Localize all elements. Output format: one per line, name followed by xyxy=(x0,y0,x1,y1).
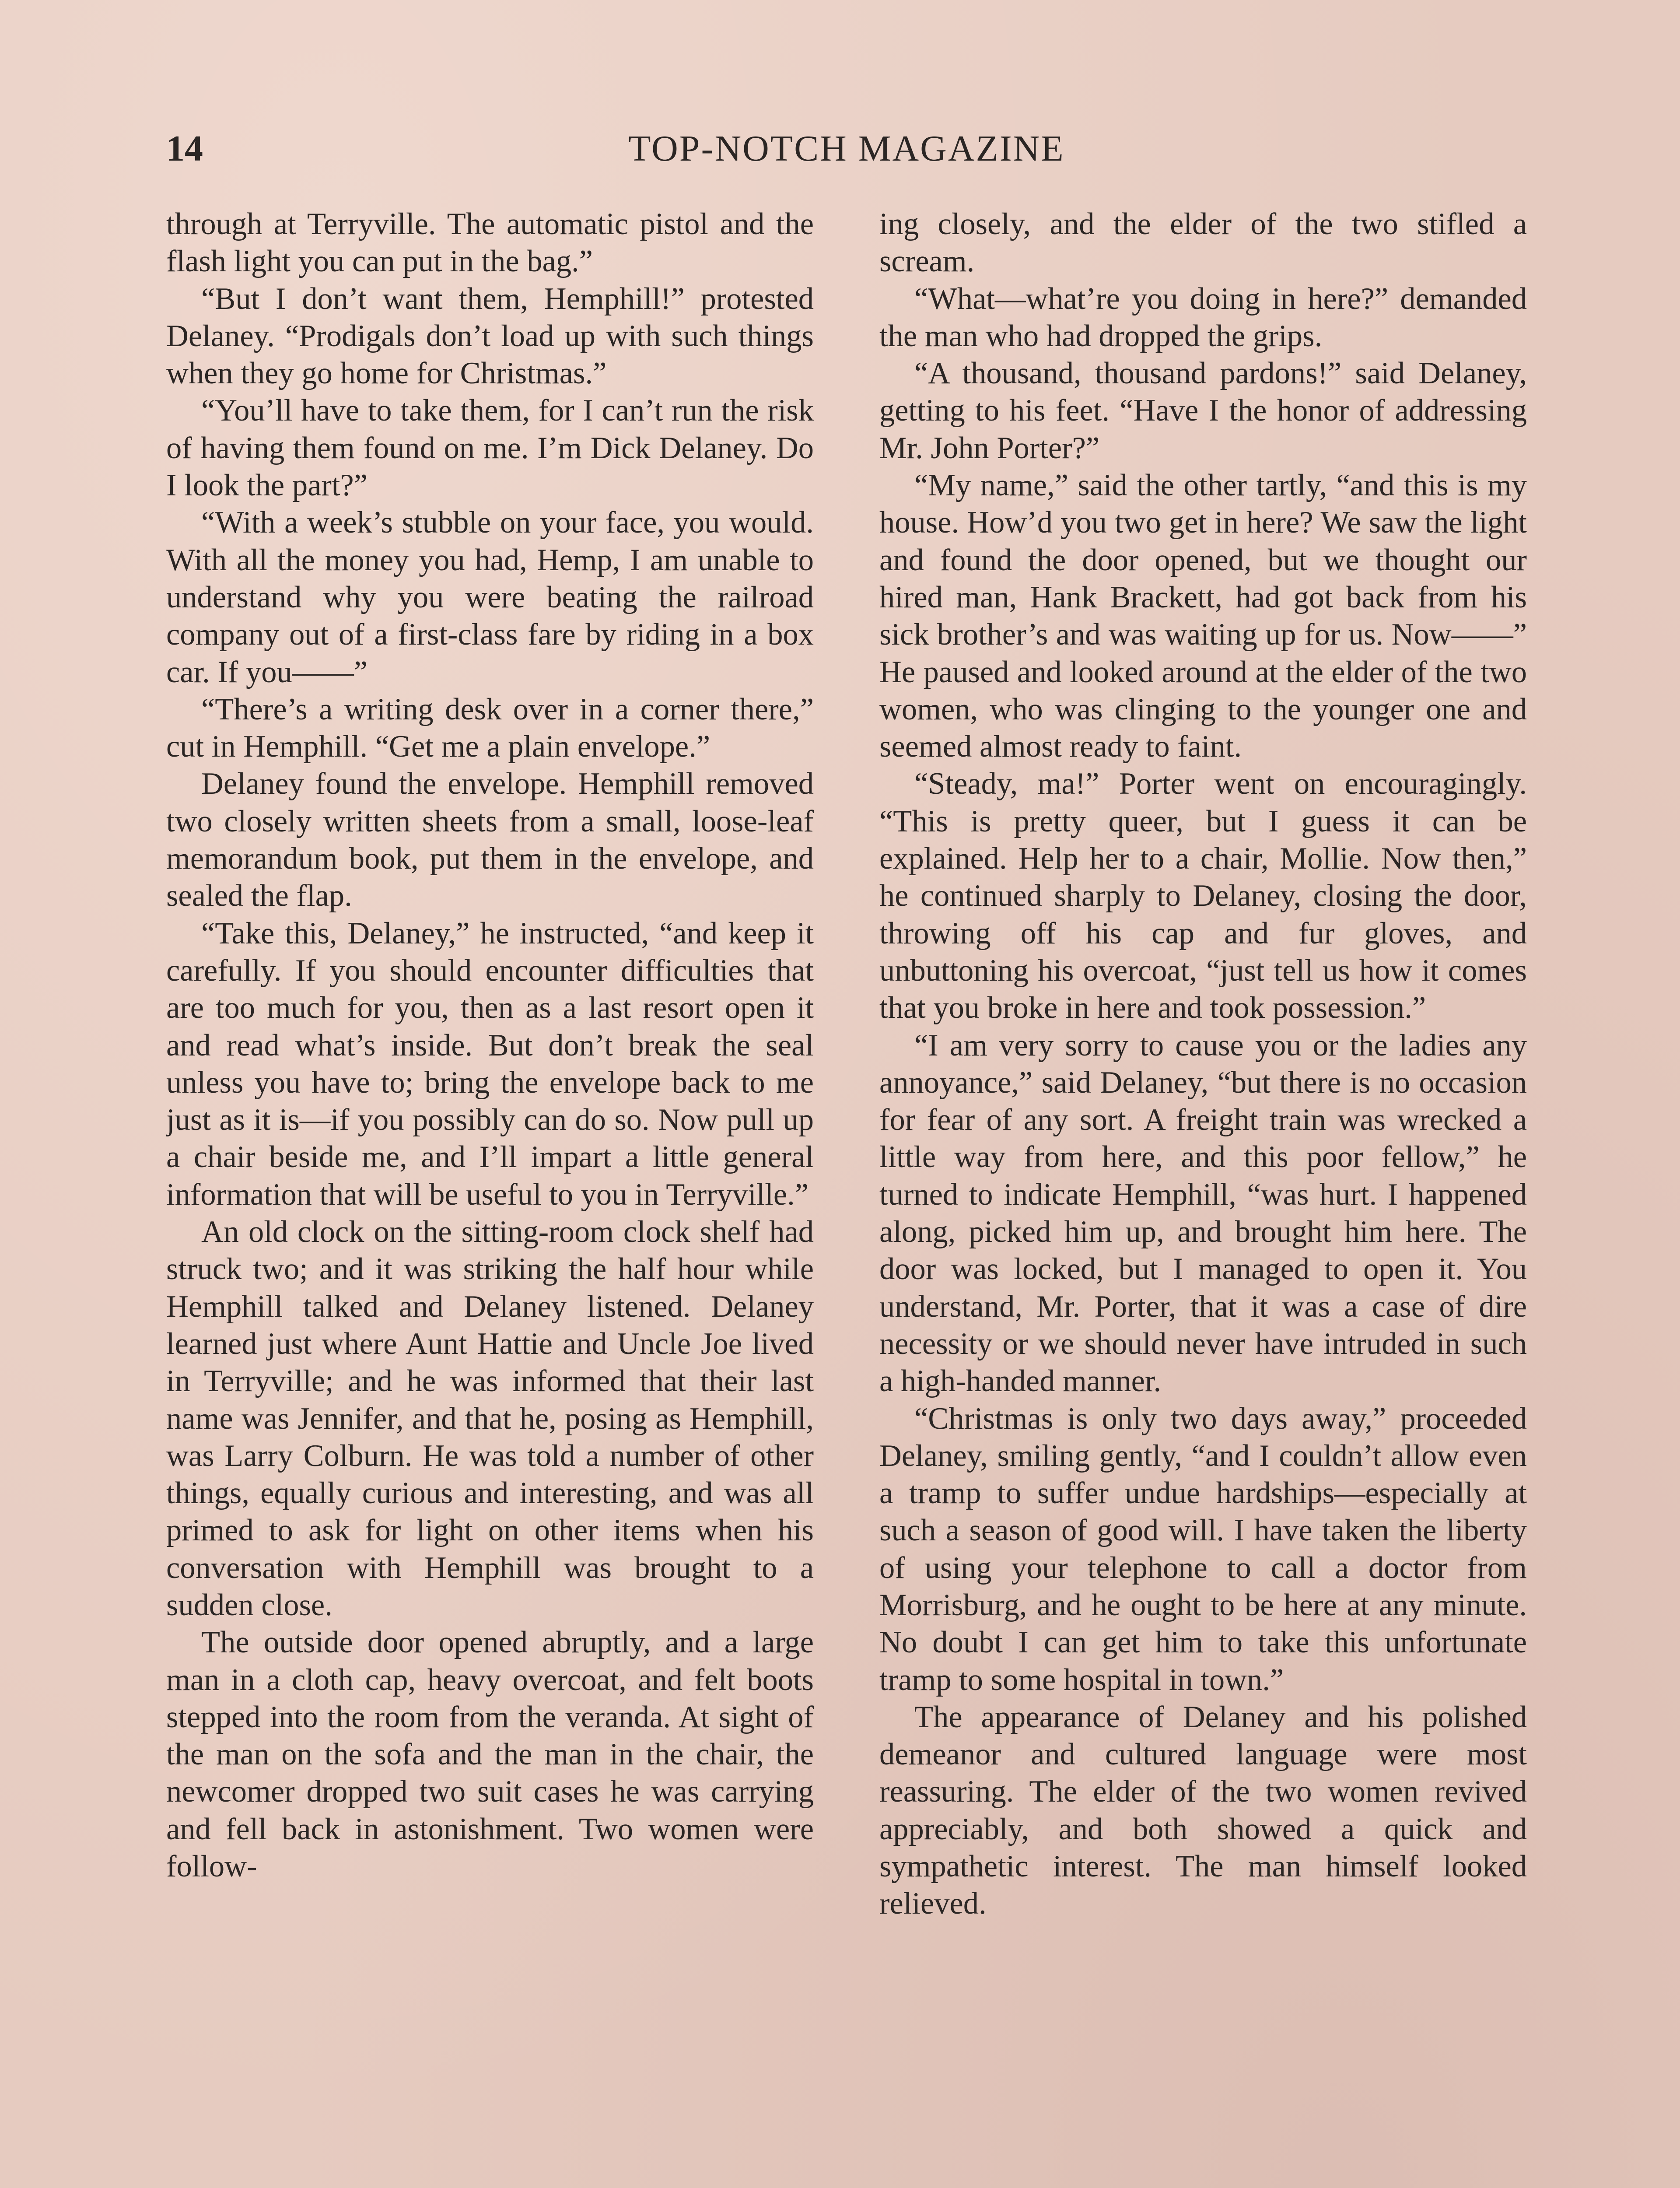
page-number: 14 xyxy=(166,128,203,169)
paragraph: “My name,” said the other tartly, “and this is my house. How’d you two get in here? We saw the light and found the door opened, but we thought our hired man, Hank Brackett, had got back from his sick brother’s and was waiting up for us. Now——” He paused and looked around at the elder of the two women, who was clinging to the younger one and seemed almost ready to faint. xyxy=(879,468,1527,764)
paragraph: “A thousand, thousand pardons!” said Delaney, getting to his feet. “Have I the honor of addressing Mr. John Porter?” xyxy=(879,356,1527,465)
paragraph: An old clock on the sitting-room clock shelf had struck two; and it was striking the half hour while Hemphill talked and Delaney listened. Delaney learned just where Aunt Hattie and Uncle Joe lived in Terryville; and he was informed that their last name was Jennifer, and that he, posing as Hemphill, was Larry Colburn. He was told a number of other things, equally curious and interesting, and was all primed to ask for light on other items when his conversation with Hemphill was brought to a sudden close. xyxy=(166,1215,814,1622)
paragraph: “Take this, Delaney,” he instructed, “and keep it carefully. If you should encounter difficulties that are too much for you, then as a last resort open it and read what’s inside. But don’t break the seal unless you have to; bring the envelope back to me just as it is—if you possibly can do so. Now pull up a chair beside me, and I’ll impart a little general information that will be useful to you in Terryville.” xyxy=(166,916,814,1212)
paragraph: “You’ll have to take them, for I can’t run the risk of having them found on me. I’m Dick Delaney. Do I look the part?” xyxy=(166,393,814,503)
paragraph: “There’s a writing desk over in a corner there,” cut in Hemphill. “Get me a plain envelope.” xyxy=(166,692,814,764)
paragraph: The outside door opened abruptly, and a large man in a cloth cap, heavy overcoat, and felt boots stepped into the room from the veranda. At sight of the man on the sofa and the man in the chair, the newcomer dropped two suit cases he was carrying and fell back in astonishment. Two women were follow- xyxy=(166,1625,814,1884)
paragraph: “What—what’re you doing in here?” demanded the man who had dropped the grips. xyxy=(879,281,1527,353)
paragraph: “Christmas is only two days away,” proceeded Delaney, smiling gently, “and I couldn’t allow even a tramp to suffer undue hardships—especially at such a season of good will. I have taken the liberty of using your telephone to call a doctor from Morrisburg, and he ought to be here at any minute. No doubt I can get him to take this unfortunate tramp to some hospital in town.” xyxy=(879,1401,1527,1697)
right-column xyxy=(879,206,1527,2188)
paragraph: “Steady, ma!” Porter went on encouragingly. “This is pretty queer, but I guess it can be explained. Help her to a chair, Mollie. Now then,” he continued sharply to Delaney, closing the door, throwing off his cap and fur gloves, and unbuttoning his overcoat, “just tell us how it comes that you broke in here and took possession.” xyxy=(879,767,1527,1025)
paragraph: Delaney found the envelope. Hemphill removed two closely written sheets from a small, loose-leaf memorandum book, put them in the envelope, and sealed the flap. xyxy=(166,767,814,913)
paragraph: “I am very sorry to cause you or the ladies any annoyance,” said Delaney, “but there is no occasion for fear of any sort. A freight train was wrecked a little way from here, and this poor fellow,” he turned to indicate Hemphill, “was hurt. I happened along, picked him up, and brought him here. The door was locked, but I managed to open it. You understand, Mr. Porter, that it was a case of dire necessity or we should never have intruded in such a high-handed manner. xyxy=(879,1028,1527,1399)
running-title: TOP-NOTCH MAGAZINE xyxy=(628,128,1065,169)
paragraph: “But I don’t want them, Hemphill!” protested Delaney. “Prodigals don’t load up with such things when they go home for Christmas.” xyxy=(166,281,814,391)
paragraph: “With a week’s stubble on your face, you would. With all the money you had, Hemp, I am unable to understand why you were beating the railroad company out of a first-class fare by riding in a box car. If you——” xyxy=(166,505,814,689)
text-columns xyxy=(166,206,1527,2188)
paragraph: through at Terryville. The automatic pistol and the flash light you can put in the bag.” xyxy=(166,207,814,279)
page-header xyxy=(166,123,1527,175)
paragraph: The appearance of Delaney and his polished demeanor and cultured language were most reassuring. The elder of the two women revived appreciably, and both showed a quick and sympathetic interest. The man himself looked relieved. xyxy=(879,1700,1527,1921)
paragraph: ing closely, and the elder of the two stifled a scream. xyxy=(879,207,1527,279)
left-column xyxy=(166,206,814,2188)
